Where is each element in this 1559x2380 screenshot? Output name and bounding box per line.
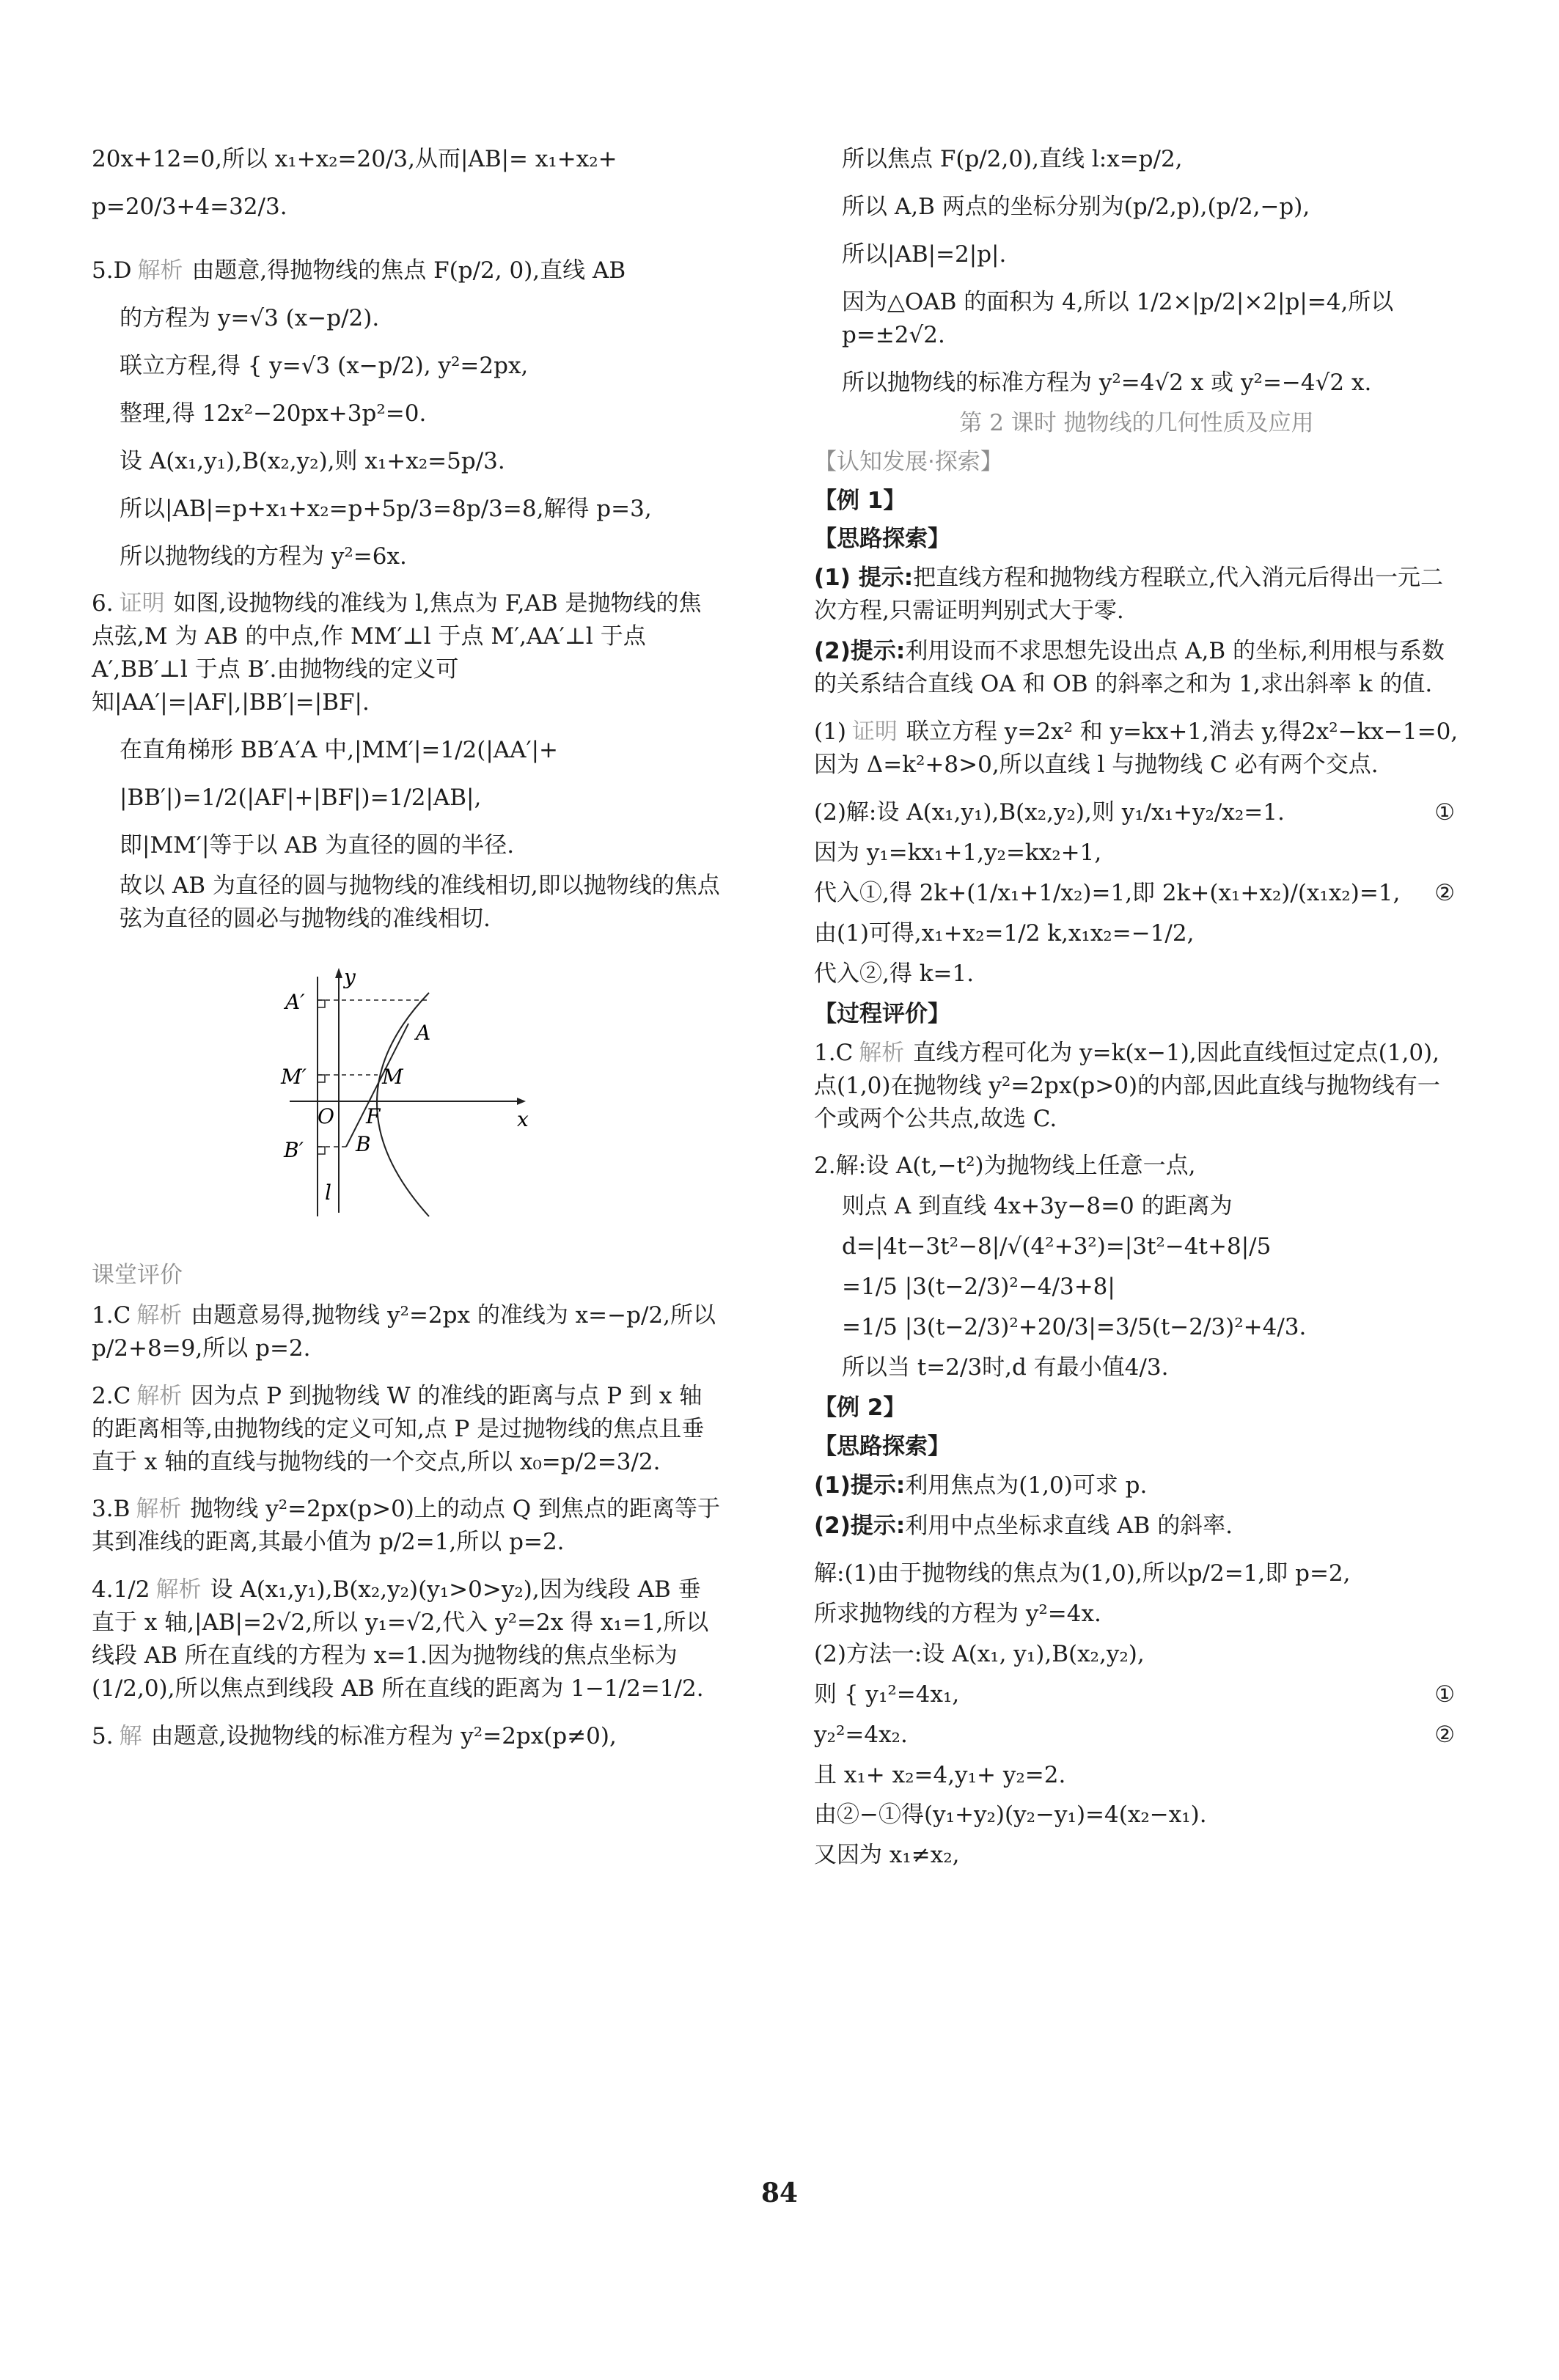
- item-text: 因为△OAB 的面积为 4,所以 1/2×|p/2|×2|p|=4,所以 p=±2√2.: [842, 288, 1394, 348]
- label-l: l: [325, 1180, 331, 1205]
- right-angle-M1: [318, 1075, 325, 1082]
- solution-paragraph: [92, 445, 722, 478]
- left-classroom-solutions: [92, 1299, 722, 1753]
- solution-step: [814, 958, 1459, 991]
- equation-marker: [1455, 1839, 1459, 1872]
- equation-marker: [1455, 837, 1459, 870]
- item-label: 解: [119, 1723, 142, 1750]
- step-text: y₂²=4x₂.: [814, 1721, 908, 1748]
- solution-paragraph: [814, 238, 1459, 271]
- item-text: 20x+12=0,所以 x₁+x₂=20/3,从而|AB|= x₁+x₂+: [92, 146, 617, 172]
- right-column: [814, 143, 1459, 1879]
- solution-step: [814, 1719, 1459, 1752]
- item-text: 所以抛物线的标准方程为 y²=4√2 x 或 y²=−4√2 x.: [842, 369, 1372, 396]
- item-text: 即|MM′|等于以 AB 为直径的圆的半径.: [120, 832, 515, 859]
- item-text: 所以 A,B 两点的坐标分别为(p/2,p),(p/2,−p),: [842, 193, 1310, 220]
- classroom-eval-item: [92, 1720, 722, 1753]
- solution-step: [814, 796, 1459, 829]
- solution-paragraph: [92, 350, 722, 383]
- label-M1: M′: [281, 1064, 307, 1089]
- item-number: 5.: [92, 1723, 114, 1750]
- step-text: 所求抛物线的方程为 y²=4x.: [814, 1600, 1101, 1627]
- solution-step: [814, 1839, 1459, 1872]
- item-text: 抛物线 y²=2px(p>0)上的动点 Q 到焦点的距离等于其到准线的距离,其最小值为 p/2=1,所以 p=2.: [92, 1496, 721, 1556]
- x-axis-arrow: [517, 1098, 526, 1105]
- equation-marker: ②: [1434, 879, 1455, 906]
- item-label: 解析: [136, 1382, 183, 1409]
- item-text: 所以|AB|=2|p|.: [842, 240, 1007, 268]
- step-text: 由②−①得(y₁+y₂)(y₂−y₁)=4(x₂−x₁).: [814, 1801, 1207, 1829]
- solution-step: [814, 1759, 1459, 1792]
- solution-paragraph: [92, 870, 722, 936]
- section-explore: 【认知发展·探索】: [814, 448, 1003, 475]
- item-text: p=20/3+4=32/3.: [92, 193, 287, 220]
- process-eval-heading: 【过程评价】: [814, 1000, 950, 1027]
- solution-step: [814, 1557, 1459, 1590]
- left-solutions: [92, 143, 722, 936]
- item-text: 所以抛物线的方程为 y²=6x.: [120, 543, 407, 570]
- item-text: 故以 AB 为直径的圆与抛物线的准线相切,即以抛物线的焦点弦为直径的圆必与抛物线的准线相切.: [120, 873, 720, 932]
- equation-marker: [1455, 1799, 1459, 1832]
- solution-2: [814, 796, 1459, 991]
- solution-paragraph: [92, 302, 722, 335]
- solution-3: [814, 1557, 1459, 1873]
- equation-marker: ①: [1434, 799, 1455, 826]
- equation-marker: [1455, 917, 1459, 950]
- item-label: 解析: [155, 1576, 202, 1604]
- solution-step: [814, 877, 1459, 910]
- right-continued-solution: [814, 143, 1459, 400]
- item-text: 如图,设抛物线的准线为 l,焦点为 F,AB 是抛物线的焦点弦,M 为 AB 的中点,作 MM′⊥l 于点 M′,AA′⊥l 于点 A′,BB′⊥l 于点 B′.由抛物线的定义可知|AA′|=|AF|,|BB′|=|BF|.: [92, 590, 702, 716]
- item-text: 的方程为 y=√3 (x−p/2).: [120, 304, 380, 331]
- example-1-heading: 【例 1】: [814, 487, 906, 514]
- hint-1: (1) 提示:把直线方程和抛物线方程联立,代入消元后得出一元二次方程,只需证明判别式大于零.: [814, 565, 1443, 625]
- hint-2: (2)提示:利用设而不求思想先设出点 A,B 的坐标,利用根与系数的关系结合直线 OA 和 OB 的斜率之和为 1,求出斜率 k 的值.: [814, 638, 1445, 698]
- classroom-eval-item: [92, 1493, 722, 1559]
- item-number: 3.B: [92, 1496, 131, 1523]
- solution-paragraph: [92, 493, 722, 526]
- classroom-eval-item: [92, 1573, 722, 1705]
- eval-2-line: d=|4t−3t²−8|/√(4²+3²)=|3t²−4t+8|/5: [842, 1233, 1272, 1260]
- solution-paragraph: [92, 254, 722, 287]
- item-text: 设 A(x₁,y₁),B(x₂,y₂)(y₁>0>y₂),因为线段 AB 垂直于 x 轴,|AB|=2√2,所以 y₁=√2,代入 y²=2x 得 x₁=1,所以线段 AB 所在直线的方程为 x=1.因为抛物线的焦点坐标为(1/2,0),所以焦点到线段 AB 所在直线的距离为 1−1/2=1/2.: [92, 1576, 709, 1703]
- solution-paragraph: [814, 286, 1459, 352]
- hint-4: (2)提示:利用中点坐标求直线 AB 的斜率.: [814, 1512, 1233, 1539]
- item-number: 4.1/2: [92, 1576, 150, 1604]
- step-text: 由(1)可得,x₁+x₂=1/2 k,x₁x₂=−1/2,: [814, 919, 1195, 947]
- step-text: 则 { y₁²=4x₁,: [814, 1681, 960, 1708]
- classroom-eval-item: [92, 1299, 722, 1365]
- item-text: 因为点 P 到抛物线 W 的准线的距离与点 P 到 x 轴的距离相等,由抛物线的定义可知,点 P 是过抛物线的焦点且垂直于 x 轴的直线与抛物线的一个交点,所以 x₀=p/2=3/2.: [92, 1382, 705, 1475]
- item-label: 解析: [136, 1496, 182, 1523]
- item-text: 由题意易得,抛物线 y²=2px 的准线为 x=−p/2,所以p/2+8=9,所以 p=2.: [92, 1301, 716, 1362]
- step-text: 又因为 x₁≠x₂,: [814, 1842, 960, 1869]
- solution-paragraph: [92, 829, 722, 862]
- solution-step: [814, 917, 1459, 950]
- label-A: A: [416, 1020, 431, 1045]
- solution-paragraph: [92, 191, 722, 224]
- eval-2-line: =1/5 |3(t−2/3)²−4/3+8|: [842, 1274, 1115, 1301]
- step-text: 代入②,得 k=1.: [814, 960, 975, 987]
- solution-paragraph: [814, 367, 1459, 400]
- parabola-figure: [275, 963, 539, 1220]
- equation-marker: [1455, 1759, 1459, 1792]
- label-F: F: [366, 1103, 381, 1128]
- solution-paragraph: [92, 397, 722, 430]
- eval-2-line: 所以当 t=2/3时,d 有最小值4/3.: [842, 1354, 1169, 1381]
- solution-step: [814, 837, 1459, 870]
- think-1-heading: 【思路探索】: [814, 526, 950, 553]
- step-text: 解:(1)由于抛物线的焦点为(1,0),所以p/2=1,即 p=2,: [814, 1560, 1351, 1587]
- y-axis-arrow: [335, 968, 342, 978]
- solution-paragraph: [92, 734, 722, 767]
- item-text: 所以焦点 F(p/2,0),直线 l:x=p/2,: [842, 146, 1183, 172]
- solution-step: [814, 1799, 1459, 1832]
- equation-marker: [1455, 958, 1459, 991]
- left-column: [92, 143, 722, 1768]
- lesson-title: 第 2 课时 抛物线的几何性质及应用: [959, 409, 1314, 436]
- item-number: 1.C: [92, 1301, 131, 1329]
- item-text: 整理,得 12x²−20px+3p²=0.: [120, 400, 427, 427]
- step-text: (2)解:设 A(x₁,y₁),B(x₂,y₂),则 y₁/x₁+y₂/x₂=1.: [814, 799, 1285, 826]
- item-text: 在直角梯形 BB′A′A 中,|MM′|=1/2(|AA′|+: [120, 737, 559, 764]
- equation-marker: [1455, 1598, 1459, 1631]
- equation-marker: [1455, 1557, 1459, 1590]
- item-label: 证明: [119, 590, 165, 617]
- eval-2-line: 2.解:设 A(t,−t²)为抛物线上任意一点,: [814, 1153, 1196, 1180]
- solution-paragraph: [92, 782, 722, 815]
- label-B: B: [356, 1131, 371, 1156]
- label-y: y: [344, 964, 356, 989]
- item-text: 设 A(x₁,y₁),B(x₂,y₂),则 x₁+x₂=5p/3.: [120, 447, 505, 474]
- step-text: (2)方法一:设 A(x₁, y₁),B(x₂,y₂),: [814, 1640, 1145, 1667]
- classroom-eval-item: [92, 1380, 722, 1479]
- label-O: O: [318, 1103, 334, 1128]
- label-A1: A′: [285, 989, 305, 1014]
- item-number: 2.C: [92, 1382, 131, 1409]
- solution-paragraph: [92, 540, 722, 573]
- classroom-eval-title: 课堂评价: [92, 1261, 183, 1288]
- label-B1: B′: [284, 1137, 304, 1162]
- example-2-heading: 【例 2】: [814, 1395, 906, 1422]
- proof-1: (1) 证明 联立方程 y=2x² 和 y=kx+1,消去 y,得2x²−kx−1=0,因为 Δ=k²+8>0,所以直线 l 与抛物线 C 必有两个交点.: [814, 719, 1459, 779]
- solution-paragraph: [814, 191, 1459, 224]
- item-text: 由题意,设抛物线的标准方程为 y²=2px(p≠0),: [150, 1723, 617, 1750]
- equation-marker: ①: [1434, 1681, 1455, 1708]
- step-text: 因为 y₁=kx₁+1,y₂=kx₂+1,: [814, 839, 1102, 866]
- item-text: 联立方程,得 { y=√3 (x−p/2), y²=2px,: [120, 352, 529, 379]
- solution-step: [814, 1598, 1459, 1631]
- item-label: 解析: [136, 1301, 183, 1329]
- label-M: M: [382, 1064, 403, 1089]
- step-text: 且 x₁+ x₂=4,y₁+ y₂=2.: [814, 1761, 1066, 1788]
- item-text: 由题意,得抛物线的焦点 F(p/2, 0),直线 AB: [191, 257, 626, 284]
- solution-paragraph: [92, 143, 722, 176]
- item-number: 6.: [92, 590, 114, 617]
- equation-marker: [1455, 1638, 1459, 1671]
- right-angle-A1: [318, 1000, 325, 1007]
- item-number: 5.D: [92, 257, 132, 284]
- think-2-heading: 【思路探索】: [814, 1433, 950, 1460]
- eval-2-line: 则点 A 到直线 4x+3y−8=0 的距离为: [842, 1193, 1233, 1220]
- item-text: |BB′|)=1/2(|AF|+|BF|)=1/2|AB|,: [120, 785, 482, 812]
- page-number: 84: [760, 2178, 799, 2208]
- eval-2-line: =1/5 |3(t−2/3)²+20/3|=3/5(t−2/3)²+4/3.: [842, 1314, 1307, 1341]
- eval-1: 1.C 解析 直线方程可化为 y=k(x−1),因此直线恒过定点(1,0),点(1,0)在抛物线 y²=2px(p>0)的内部,因此直线与抛物线有一个或两个公共点,故选 C.: [814, 1039, 1440, 1132]
- item-text: 所以|AB|=p+x₁+x₂=p+5p/3=8p/3=8,解得 p=3,: [120, 495, 652, 522]
- item-label: 解析: [137, 257, 183, 284]
- hint-3: (1)提示:利用焦点为(1,0)可求 p.: [814, 1472, 1148, 1499]
- solution-paragraph: [92, 587, 722, 719]
- step-text: 代入①,得 2k+(1/x₁+1/x₂)=1,即 2k+(x₁+x₂)/(x₁x₂)=1,: [814, 879, 1401, 906]
- eval-2: [814, 1150, 1459, 1384]
- equation-marker: ②: [1434, 1721, 1455, 1748]
- label-x: x: [517, 1106, 529, 1131]
- solution-step: [814, 1678, 1459, 1711]
- solution-step: [814, 1638, 1459, 1671]
- solution-paragraph: [814, 143, 1459, 176]
- right-angle-B1: [318, 1147, 325, 1154]
